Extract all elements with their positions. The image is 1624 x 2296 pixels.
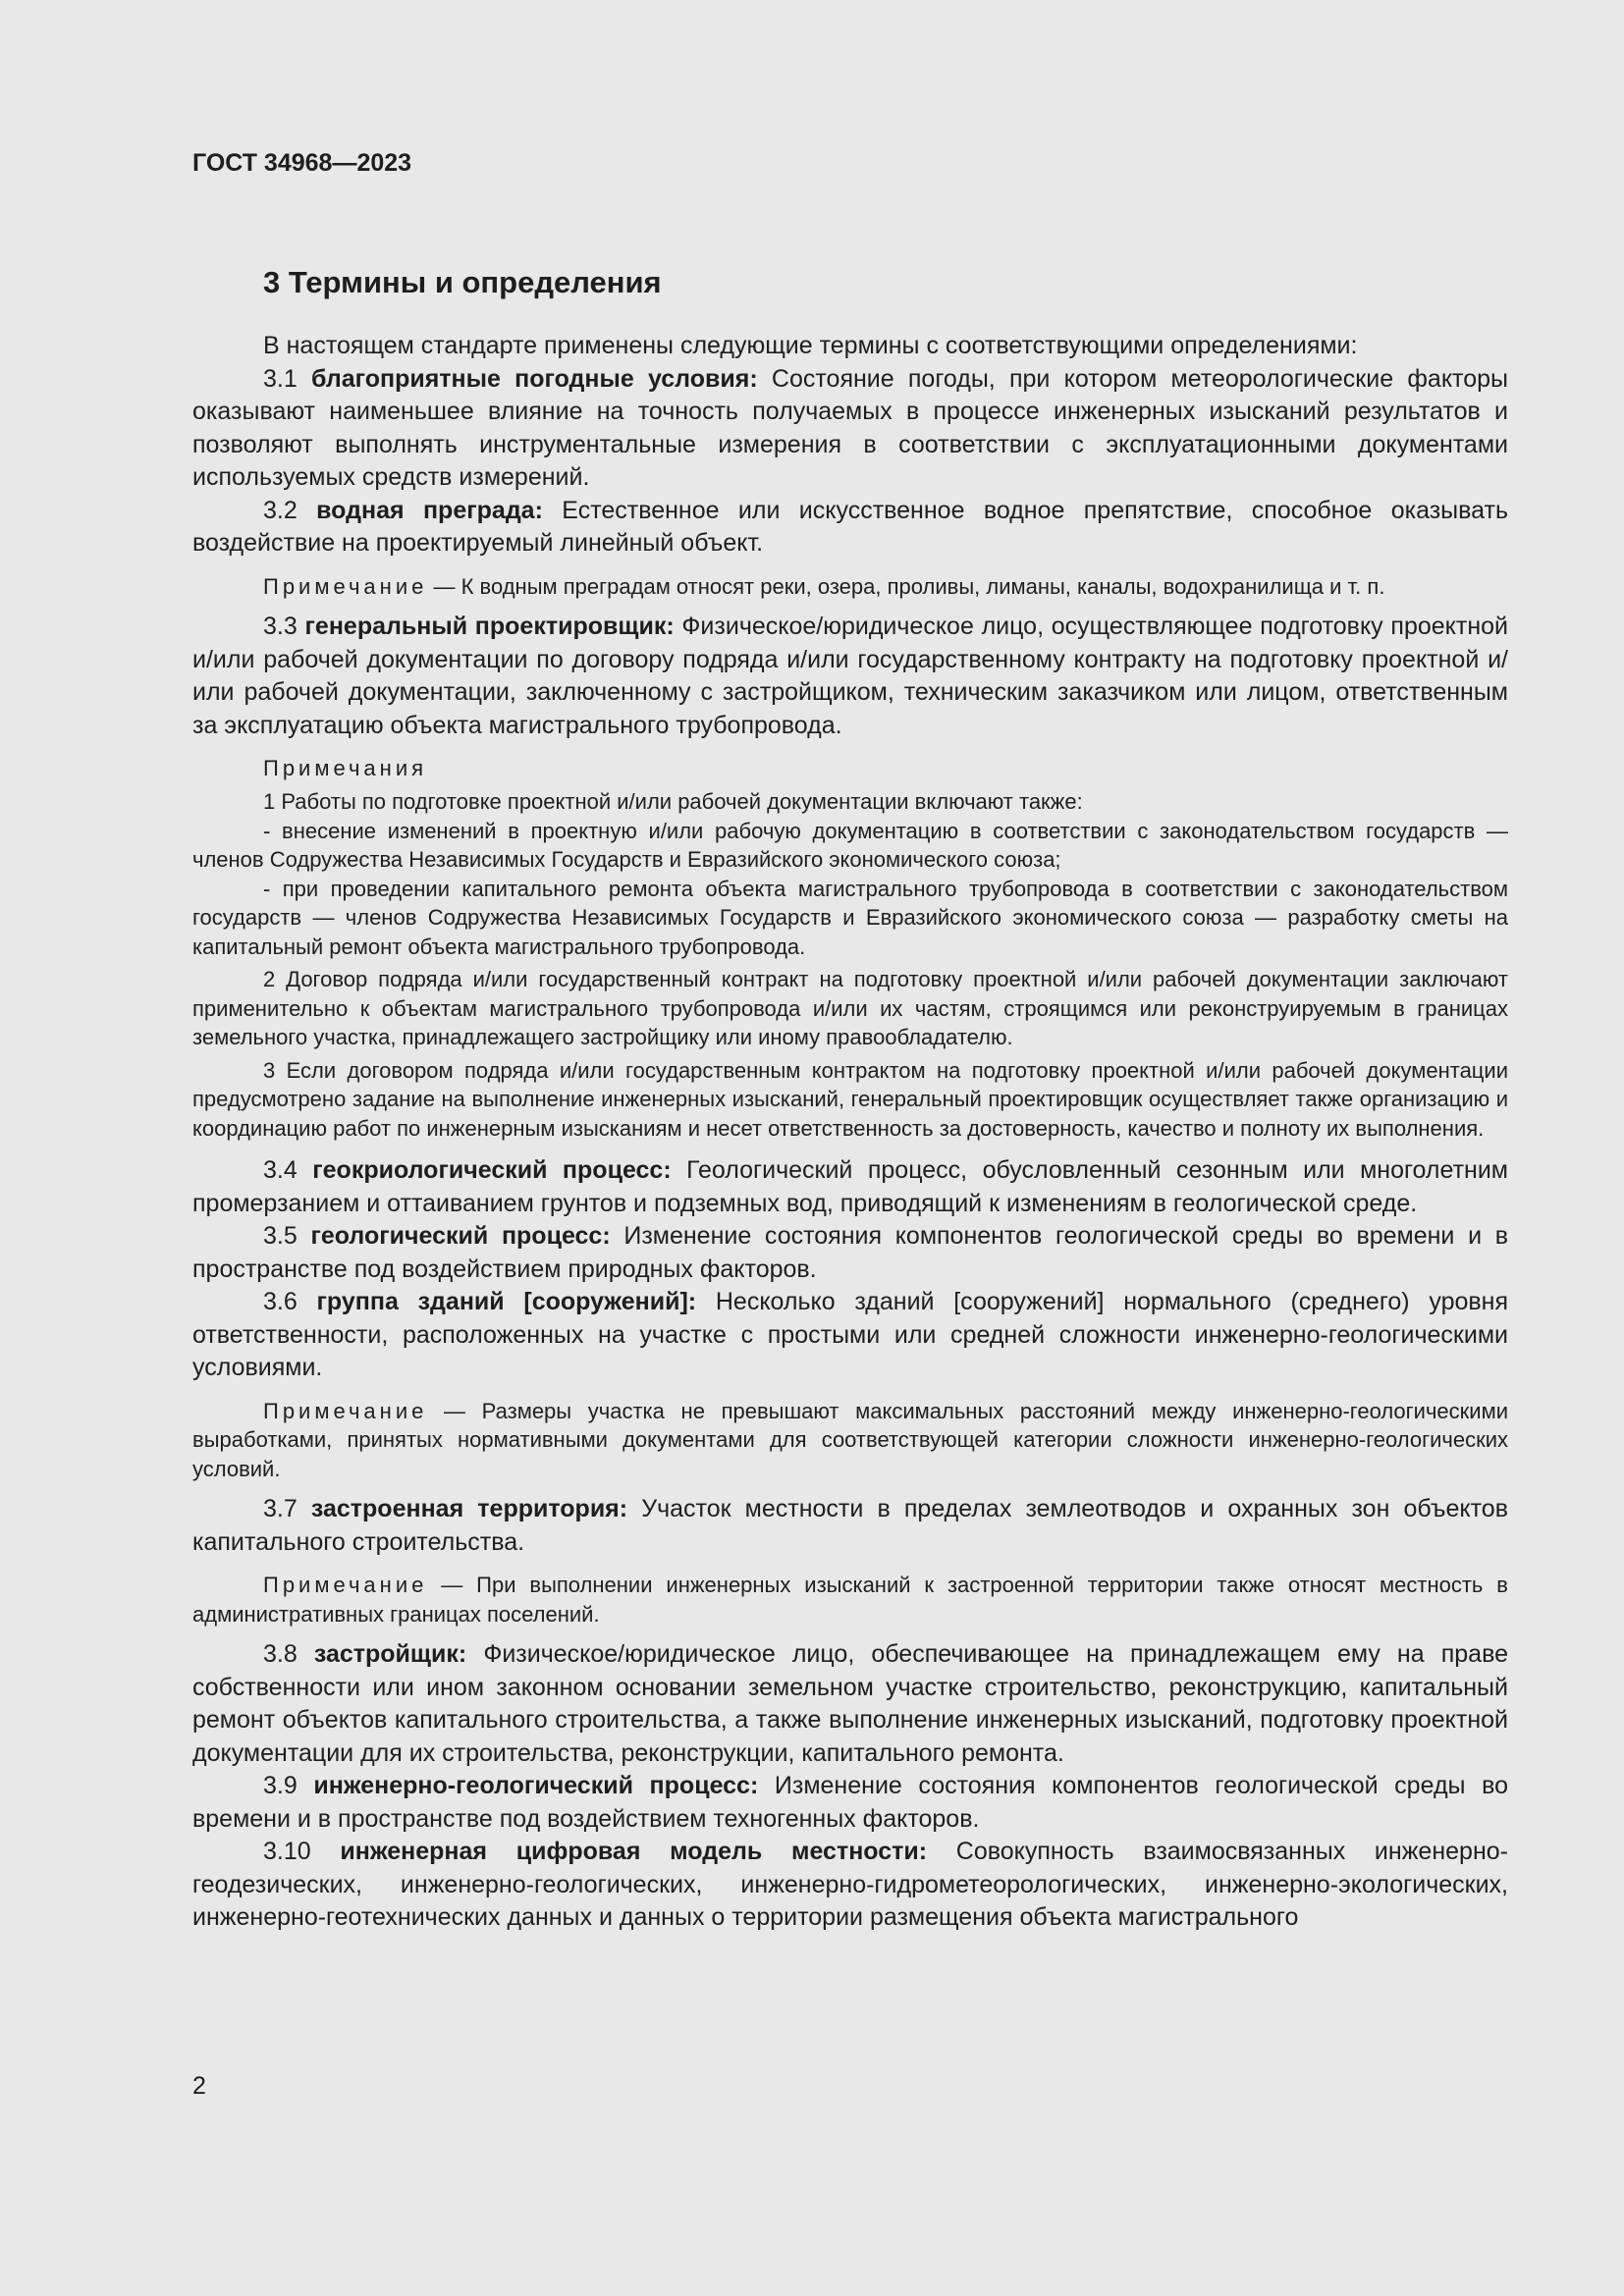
term-number: 3.1 bbox=[263, 364, 298, 393]
note-item: 3 Если договором подряда и/или государственным контрактом на подготовку проектной и/или рабочей документации предусмотрено задание на выполнение инженерных изысканий, генеральный проектировщик осуществляет также организацию и координацию работ по инженерным изысканиям и несет ответственность за достоверность, качество и полноту их выполнения. bbox=[192, 1057, 1508, 1141]
note-text: — Размеры участка не превышают максимальных расстояний между инженерно-геологическими выработками, принятых нормативными документами для соответствующей категории сложности инженерно-геологических условий. bbox=[192, 1398, 1508, 1481]
document-page bbox=[192, 143, 1508, 1935]
note-block bbox=[192, 1571, 1508, 1629]
term-entry bbox=[192, 1493, 1508, 1559]
term-entry bbox=[192, 611, 1508, 742]
term-entry bbox=[192, 1286, 1508, 1385]
note-text: — При выполнении инженерных изысканий к застроенной территории также относят местность в административных границах поселений. bbox=[192, 1573, 1508, 1627]
term-name: генеральный проектировщик: bbox=[304, 613, 675, 640]
term-number: 3.7 bbox=[263, 1495, 298, 1522]
document-code: ГОСТ 34968—2023 bbox=[192, 149, 412, 177]
note-subitem: - внесение изменений в проектную и/или рабочую документацию в соответствии с законодательством государств — членов Содружества Независимых Государств и Евразийского экономического союза; bbox=[192, 818, 1508, 872]
note-item: 1 Работы по подготовке проектной и/или рабочей документации включают также: bbox=[263, 789, 1083, 814]
note-label: Примечание bbox=[263, 1573, 428, 1597]
term-definition: Физическое/юридическое лицо, обеспечивающее на принадлежащем ему на праве собственности или ином законном основании земельном участке строительство, реконструкцию, капитальный ремонт объектов капитального строительства, а также выполнение инженерных изысканий, подготовку проектной документации для их строительства, реконструкции, капитального ремонта. bbox=[192, 1640, 1508, 1767]
term-number: 3.4 bbox=[263, 1156, 298, 1184]
term-number: 3.3 bbox=[263, 613, 298, 640]
term-name: геологический процесс: bbox=[310, 1222, 611, 1250]
term-entry bbox=[192, 1770, 1508, 1836]
term-entry bbox=[192, 1154, 1508, 1220]
term-definition: Несколько зданий [сооружений] нормального (среднего) уровня ответственности, расположенных на участке с простыми или средней сложности инженерно-геологическими условиями. bbox=[192, 1288, 1509, 1381]
note-item: 2 Договор подряда и/или государственный контракт на подготовку проектной и/или рабочей документации заключают применительно к объектам магистрального трубопровода и/или их частям, строящимся или реконструируемым в границах земельного участка, принадлежащего застройщику или иному правообладателю. bbox=[192, 967, 1508, 1049]
note bbox=[192, 572, 1508, 602]
note-label: Примечание bbox=[263, 573, 428, 599]
term-name: инженерно-геологический процесс: bbox=[313, 1772, 759, 1799]
term-name: группа зданий [сооружений]: bbox=[316, 1288, 697, 1315]
notes-heading: Примечания bbox=[263, 756, 428, 780]
note-label: Примечание bbox=[263, 1398, 428, 1423]
term-name: благоприятные погодные условия: bbox=[311, 364, 758, 393]
note-subitem: - при проведении капитального ремонта объекта магистрального трубопровода в соответствии с законодательством государств — членов Содружества Независимых Государств и Евразийского экономического союза — разработку сметы на капитальный ремонт объекта магистрального трубопровода. bbox=[192, 876, 1508, 959]
notes-block bbox=[192, 754, 1508, 1143]
term-number: 3.10 bbox=[263, 1838, 311, 1865]
note-block bbox=[192, 1397, 1508, 1484]
term-entry bbox=[192, 1220, 1508, 1286]
term-definition: Изменение состояния компонентов геологической среды во времени и в пространстве под воздействием природных факторов. bbox=[192, 1222, 1508, 1283]
term-definition: Естественное или искусственное водное препятствие, способное оказывать воздействие на проектируемый линейный объект. bbox=[192, 496, 1508, 557]
term-number: 3.2 bbox=[263, 496, 298, 524]
note-block bbox=[192, 572, 1508, 602]
term-number: 3.5 bbox=[263, 1222, 298, 1250]
page-number: 2 bbox=[192, 2072, 206, 2100]
term-name: водная преграда: bbox=[316, 496, 543, 524]
term-entry bbox=[192, 1836, 1508, 1935]
note bbox=[192, 1571, 1508, 1629]
term-name: застроенная территория: bbox=[310, 1495, 628, 1522]
section-title: 3 Термины и определения bbox=[263, 265, 662, 299]
term-number: 3.9 bbox=[263, 1772, 298, 1799]
term-name: застройщик: bbox=[313, 1640, 467, 1668]
term-entry bbox=[192, 495, 1508, 561]
term-definition: Изменение состояния компонентов геологической среды во времени и в пространстве под воздействием техногенных факторов. bbox=[192, 1772, 1509, 1833]
note bbox=[192, 1397, 1508, 1484]
term-definition: Физическое/юридическое лицо, осуществляющее подготовку проектной и/или рабочей документации по договору подряда и/или государственному контракту на подготовку проектной и/или рабочей документации, заключенному с застройщиком, техническим заказчиком или лицом, ответственным за эксплуатацию объекта магистрального трубопровода. bbox=[192, 613, 1508, 739]
term-definition: Геологический процесс, обусловленный сезонным или многолетним промерзанием и оттаиванием грунтов и подземных вод, приводящий к изменениям в геологической среде. bbox=[192, 1156, 1508, 1217]
term-entry bbox=[192, 1638, 1508, 1770]
term-definition: Состояние погоды, при котором метеорологические факторы оказывают наименьшее влияние на точность получаемых в процессе инженерных изысканий результатов и позволяют выполнять инструментальные измерения в соответствии с эксплуатационными документами используемых средств измерений. bbox=[192, 364, 1508, 491]
note-text: — К водным преградам относят реки, озера, проливы, лиманы, каналы, водохранилища и т. п. bbox=[433, 573, 1385, 599]
term-definition: Участок местности в пределах землеотводов и охранных зон объектов капитального строительства. bbox=[192, 1495, 1508, 1556]
term-name: инженерная цифровая модель местности: bbox=[340, 1838, 928, 1865]
term-entry bbox=[192, 363, 1508, 495]
term-number: 3.8 bbox=[263, 1640, 298, 1668]
term-number: 3.6 bbox=[263, 1288, 298, 1315]
term-definition: Совокупность взаимосвязанных инженерно-геодезических, инженерно-геологических, инженерно-гидрометеорологических, инженерно-экологических, инженерно-геотехнических данных и данных о территории размещения объекта магистрального bbox=[192, 1838, 1508, 1931]
intro-paragraph: В настоящем стандарте применены следующие термины с соответствующими определениями: bbox=[263, 332, 1358, 359]
term-name: геокриологический процесс: bbox=[312, 1156, 672, 1184]
